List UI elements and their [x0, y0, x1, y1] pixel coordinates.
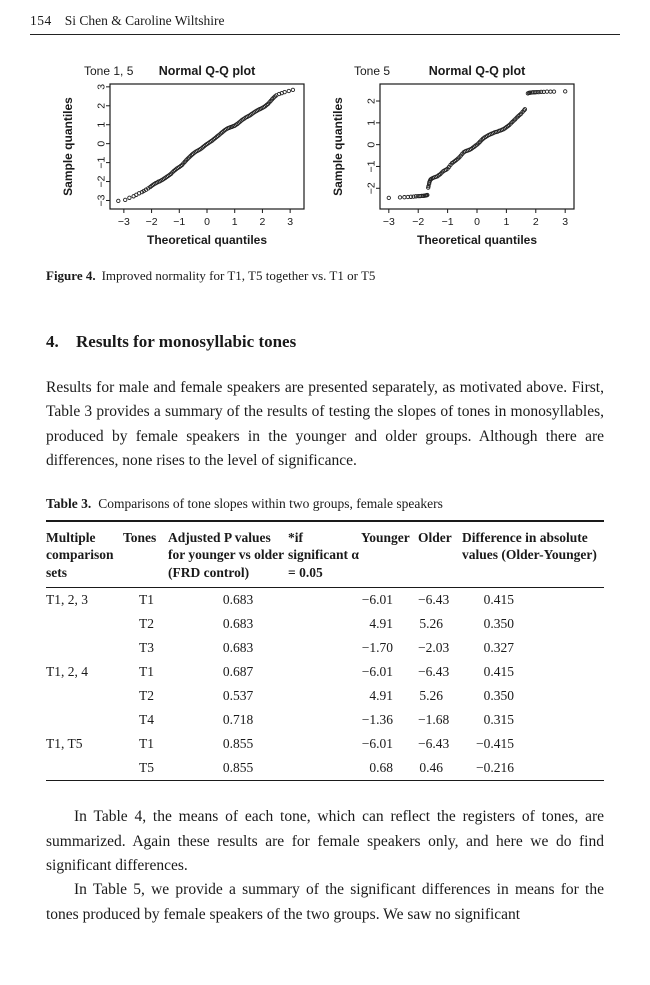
x-axis-label: Theoretical quantiles — [416, 233, 538, 247]
table-cell: 0.46 — [419, 760, 443, 776]
column-header: Younger — [361, 529, 410, 545]
qq-plot-tone1-5 — [58, 60, 320, 252]
table-cell: 0.68 — [369, 760, 393, 776]
table-cell: 4.91 — [369, 616, 393, 632]
table-cell: −6.01 — [361, 664, 393, 680]
table-cell: 0.855 — [222, 760, 254, 776]
plot-title: Normal Q-Q plot — [428, 64, 526, 78]
x-tick-label: 0 — [474, 216, 480, 228]
y-tick-label: 2 — [365, 98, 378, 104]
table-cell: 0.415 — [483, 592, 514, 608]
table-cell: 0.415 — [483, 664, 514, 680]
x-tick-label: −2 — [145, 216, 158, 228]
figure-caption-text: Improved normality for T1, T5 together vs. T1 or T5 — [101, 268, 376, 283]
table-row — [46, 684, 604, 708]
table-cell: T1, 2, 4 — [46, 664, 88, 680]
y-tick-label: 2 — [95, 102, 108, 109]
header-row — [46, 521, 604, 588]
y-tick-label: 0 — [95, 140, 108, 147]
table-cell: 0.855 — [222, 736, 254, 752]
figure-label: Figure 4. — [46, 268, 96, 283]
table-cell: T4 — [139, 712, 154, 728]
column-header: Multiple comparison sets — [46, 529, 114, 580]
x-tick-label: 1 — [231, 216, 238, 228]
column-header: *if significant α = 0.05 — [288, 529, 359, 580]
running-head-authors: Si Chen & Caroline Wiltshire — [64, 13, 225, 28]
table-cell: 0.315 — [483, 712, 514, 728]
table-cell: 0.683 — [222, 616, 254, 632]
y-axis-label: Sample quantiles — [331, 97, 345, 196]
section-number: 4. — [46, 332, 59, 351]
table-cell: −0.216 — [476, 760, 514, 776]
y-tick-label: −2 — [365, 182, 378, 195]
x-tick-label: −2 — [412, 216, 425, 228]
x-tick-label: 3 — [562, 216, 569, 228]
x-tick-label: 2 — [259, 216, 266, 228]
x-tick-label: −3 — [382, 216, 395, 228]
table-row — [46, 732, 604, 756]
table-caption-text: Comparisons of tone slopes within two groups, female speakers — [98, 495, 443, 511]
table-cell: 0.537 — [222, 688, 254, 704]
table-cell: T2 — [139, 688, 154, 704]
table-cell: −1.36 — [361, 712, 393, 728]
x-tick-label: −1 — [441, 216, 454, 228]
x-tick-label: 2 — [532, 216, 539, 228]
table-cell: T1 — [139, 592, 154, 608]
section-title: Results for monosyllabic tones — [76, 332, 297, 351]
x-tick-label: −3 — [117, 216, 130, 228]
table-cell: −6.01 — [361, 592, 393, 608]
column-header: Adjusted P values for younger vs older (FRD control) — [168, 529, 284, 580]
x-axis-label: Theoretical quantiles — [146, 233, 268, 247]
table-cell: T5 — [139, 760, 154, 776]
table-cell — [288, 708, 361, 732]
table-cell — [288, 684, 361, 708]
table-row — [46, 636, 604, 660]
paragraph-3: In Table 5, we provide a summary of the significant differences in means for the tones produced by female speakers of the two groups. We saw no significant — [46, 881, 604, 923]
column-header: Tones — [123, 529, 157, 545]
paragraph-1: Results for male and female speakers are presented separately, as motivated above. First, Table 3 provides a summary of the results of testing the slopes of tones in monosyllables, produced by female speakers in the younger and older groups. Although there are differences, none rises to the level of significance. — [46, 379, 604, 470]
table-cell — [288, 732, 361, 756]
column-header: Difference in absolute values (Older-Younger) — [462, 529, 597, 563]
x-tick-label: 1 — [503, 216, 510, 228]
qq-plots-row — [58, 60, 620, 252]
y-tick-label: −1 — [95, 156, 108, 169]
table-cell: −6.01 — [361, 736, 393, 752]
table-row — [46, 612, 604, 636]
table-cell: −2.03 — [418, 640, 450, 656]
y-tick-label: 1 — [95, 121, 108, 128]
x-tick-label: −1 — [173, 216, 186, 228]
section-heading — [46, 332, 604, 352]
table-cell: T2 — [139, 616, 154, 632]
figure-4-block — [46, 60, 620, 284]
table-cell: 0.327 — [483, 640, 514, 656]
results-table-body — [46, 588, 604, 781]
table-cell: T1, 2, 3 — [46, 592, 88, 608]
results-table-head — [46, 521, 604, 588]
figure-caption — [46, 268, 620, 284]
y-tick-label: −1 — [365, 160, 378, 173]
table-cell — [288, 612, 361, 636]
table-cell: 5.26 — [419, 616, 443, 632]
results-table — [46, 520, 604, 782]
table-cell: T1 — [139, 664, 154, 680]
table-cell: 0.350 — [483, 688, 514, 704]
table-cell — [46, 612, 123, 636]
y-tick-label: 3 — [95, 83, 108, 90]
table-cell: −1.70 — [361, 640, 393, 656]
running-header — [30, 13, 620, 29]
table-caption — [46, 496, 604, 512]
plot-corner-label: Tone 1, 5 — [84, 64, 134, 78]
table-cell — [288, 636, 361, 660]
table-row — [46, 756, 604, 781]
header-rule — [30, 34, 620, 35]
y-tick-label: 1 — [365, 119, 378, 126]
y-tick-label: −3 — [95, 194, 108, 207]
table-cell: T1, T5 — [46, 736, 83, 752]
qq-plot-tone5 — [328, 60, 590, 252]
table-row — [46, 588, 604, 613]
table-cell: −0.415 — [476, 736, 514, 752]
table-cell: 4.91 — [369, 688, 393, 704]
table-cell: −6.43 — [418, 736, 450, 752]
table-cell: −6.43 — [418, 592, 450, 608]
table-cell — [288, 588, 361, 613]
table-row — [46, 708, 604, 732]
table-cell: T1 — [139, 736, 154, 752]
table-cell — [46, 684, 123, 708]
page-number: 154 — [30, 13, 52, 28]
table-cell — [46, 756, 123, 781]
paragraph-2: In Table 4, the means of each tone, which can reflect the registers of tones, are summarized. Again these results are for female speakers only, and here we do find significant differences. — [46, 808, 604, 874]
y-tick-label: −2 — [95, 175, 108, 188]
table-cell — [46, 708, 123, 732]
table-cell: 0.683 — [222, 592, 254, 608]
table-label: Table 3. — [46, 495, 92, 511]
table-row — [46, 660, 604, 684]
y-tick-label: 0 — [365, 141, 378, 148]
table-cell: 5.26 — [419, 688, 443, 704]
plot-title: Normal Q-Q plot — [158, 64, 256, 78]
plot-corner-label: Tone 5 — [354, 64, 391, 78]
table-cell: −1.68 — [418, 712, 450, 728]
table-cell — [288, 756, 361, 781]
table-cell: 0.718 — [222, 712, 254, 728]
y-axis-label: Sample quantiles — [61, 97, 75, 196]
x-tick-label: 0 — [204, 216, 210, 228]
table-cell: −6.43 — [418, 664, 450, 680]
table-cell: T3 — [139, 640, 154, 656]
table-cell: 0.683 — [222, 640, 254, 656]
x-tick-label: 3 — [287, 216, 294, 228]
table-cell: 0.687 — [222, 664, 254, 680]
table-cell — [46, 636, 123, 660]
table-cell: 0.350 — [483, 616, 514, 632]
column-header: Older — [418, 529, 452, 545]
table-cell — [288, 660, 361, 684]
